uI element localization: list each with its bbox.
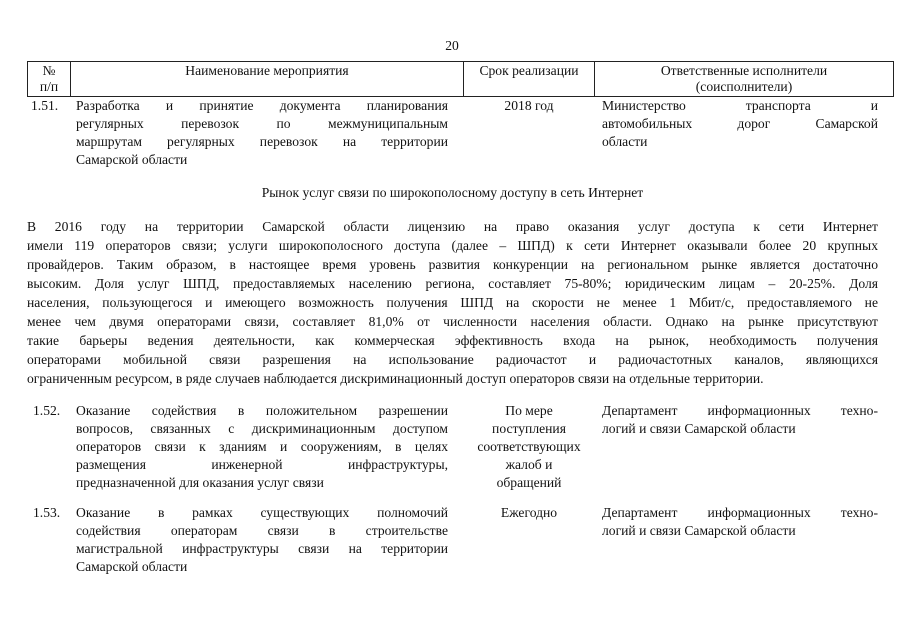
paragraph-line: ограниченным ресурсом, в ряде случаев наблюдается дискриминационный доступ операторов связи на отдельные территории. — [27, 371, 764, 386]
table-bottom-rule — [27, 96, 894, 97]
row-resp-line: автомобильных дорог Самарской — [602, 116, 878, 131]
row-desc-line: Оказание содействия в положительном разрешении — [76, 403, 448, 418]
row-desc-line: Самарской области — [76, 559, 188, 574]
paragraph-line: имели 119 операторов связи; услуги широкополосного доступа (далее – ШПД) к сети Интернет оказывали более 20 крупных — [27, 238, 878, 253]
row-resp-line: Министерство транспорта и — [602, 98, 878, 113]
row-desc-line: размещения инженерной инфраструктуры, — [76, 457, 448, 472]
header-resp-line2: (соисполнители) — [695, 79, 793, 94]
paragraph-line: менее чем двумя операторами связи, составляет 81,0% от численности населения области. Однако на рынке присутствуют — [27, 314, 878, 329]
paragraph-line: провайдеров. Таким образом, в настоящее время уровень развития конкуренции на региональном рынке является достаточно — [27, 257, 878, 272]
row-desc-line: магистральной инфраструктуры связи на территории — [76, 541, 448, 556]
paragraph-line: высоким. Доля услуг ШПД, предоставляемых населению региона, составляет 75-80%; юридическим лицам – 20-25%. Доля — [27, 276, 878, 291]
header-name: Наименование мероприятия — [185, 63, 349, 78]
section-title: Рынок услуг связи по широкополосному доступу в сеть Интернет — [261, 185, 644, 200]
row-resp-line: логий и связи Самарской области — [602, 421, 796, 436]
table-right-rule — [893, 61, 894, 97]
row-term-line: обращений — [496, 475, 562, 490]
row-resp-line: логий и связи Самарской области — [602, 523, 796, 538]
row-desc-line: Самарской области — [76, 152, 188, 167]
paragraph-line: В 2016 году на территории Самарской области лицензию на право оказания услуг доступа к сети Интернет — [27, 219, 878, 234]
paragraph-line: операторами мобильной связи разрешения на использование радиочастот и радиочастотных каналов, являющихся — [27, 352, 878, 367]
header-resp-line1: Ответственные исполнители — [660, 63, 828, 78]
header-term: Срок реализации — [479, 63, 579, 78]
row-term-line: поступления — [492, 421, 566, 436]
row-number: 1.51. — [31, 98, 59, 113]
row-desc-line: предназначенной для оказания услуг связи — [76, 475, 324, 490]
page-number: 20 — [445, 38, 459, 53]
row-desc-line: Разработка и принятие документа планирования — [76, 98, 448, 113]
header-num-line1: № — [42, 63, 56, 78]
row-number: 1.53. — [33, 505, 61, 520]
table-top-rule — [27, 61, 894, 62]
row-term-line: жалоб и — [505, 457, 553, 472]
row-desc-line: операторов связи к зданиям и сооружениям, в целях — [76, 439, 448, 454]
row-number: 1.52. — [33, 403, 61, 418]
row-term: Ежегодно — [500, 505, 558, 520]
row-desc-line: содействия операторам связи в строительстве — [76, 523, 448, 538]
row-term: 2018 год — [504, 98, 554, 113]
paragraph-line: такие барьеры ведения деятельности, как коммерческая эффективность входа на рынок, необходимость получения — [27, 333, 878, 348]
row-desc-line: Оказание в рамках существующих полномочий — [76, 505, 448, 520]
row-term-line: По мере — [505, 403, 553, 418]
header-num-line2: п/п — [39, 79, 59, 94]
paragraph-line: населения, пользующегося и имеющего возможность получения ШПД на скорости не менее 1 Мбит/с, предоставляемого не — [27, 295, 878, 310]
row-resp-line: области — [602, 134, 648, 149]
row-resp-line: Департамент информационных техно- — [602, 403, 878, 418]
row-term-line: соответствующих — [477, 439, 581, 454]
row-desc-line: регулярных перевозок по межмуниципальным — [76, 116, 448, 131]
row-resp-line: Департамент информационных техно- — [602, 505, 878, 520]
row-desc-line: вопросов, связанных с дискриминационным доступом — [76, 421, 448, 436]
row-desc-line: маршрутам регулярных перевозок на территории — [76, 134, 448, 149]
